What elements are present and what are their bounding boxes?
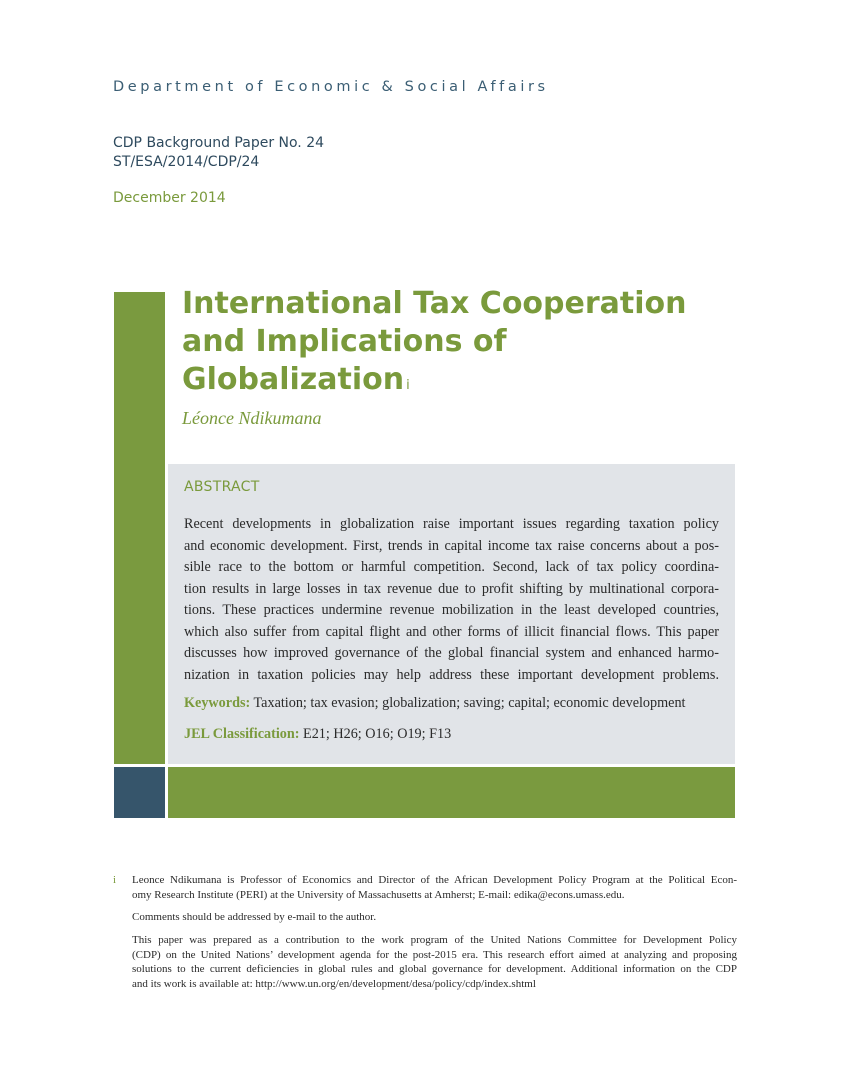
footnote-line: Comments should be addressed by e-mail to the author. [132, 911, 377, 923]
department-name: Department of Economic & Social Affairs [113, 79, 549, 95]
title-line-1: International Tax Cooperation [182, 286, 687, 321]
footnote-comments [132, 910, 737, 925]
paper-number: CDP Background Paper No. 24 [113, 135, 325, 151]
paper-identifiers [113, 134, 324, 172]
author-name: Léonce Ndikumana [182, 408, 322, 428]
abstract-heading: ABSTRACT [184, 479, 260, 495]
abstract-line: tions. These practices undermine revenue mobilization in the least developed countries, [184, 602, 719, 618]
footnote-url-line[interactable]: and its work is available at: http://www.un.org/en/development/desa/policy/cdp/index.shtml [132, 977, 536, 990]
keywords-label: Keywords: [184, 695, 251, 711]
paper-title [182, 285, 742, 399]
footnote-author-bio [132, 873, 737, 902]
abstract-line: Recent developments in globalization raise important issues regarding taxation policy [184, 516, 719, 532]
keywords [184, 695, 719, 712]
title-line-2 [182, 323, 742, 399]
abstract-line: sible race to the bottom or harmful competition. Second, lack of tax policy coordina- [184, 559, 719, 575]
footnote-line: solutions to the current deficiencies in global rules and global governance for development. Additional information on the CDP [132, 963, 737, 975]
footnote-paper-info [132, 933, 737, 991]
footnote-line: (CDP) on the United Nations’ development agenda for the post-2015 era. This research effort aimed at analyzing and proposing [132, 948, 737, 961]
corner-block [114, 767, 165, 818]
abstract-line: tion results in large losses in tax revenue due to profit shifting by multinational corpora- [184, 580, 719, 597]
publication-date: December 2014 [113, 190, 226, 206]
abstract-line: discusses how improved governance of the global financial system and enhanced harmo- [184, 645, 719, 661]
keywords-value: Taxation; tax evasion; globalization; saving; capital; economic development [253, 695, 686, 711]
jel-value: E21; H26; O16; O19; F13 [303, 726, 452, 742]
footnote-line: This paper was prepared as a contribution to the work program of the United Nations Committee for Development Policy [132, 934, 737, 946]
title-footnote-marker[interactable]: i [406, 378, 410, 393]
abstract-line: and economic development. First, trends in capital income tax raise concerns about a pos- [184, 537, 719, 554]
abstract-text [184, 514, 719, 686]
footnote-line: Leonce Ndikumana is Professor of Economics and Director of the African Development Policy Program at the Political Econ- [132, 874, 737, 886]
footnote-line: omy Research Institute (PERI) at the University of Massachusetts at Amherst; E-mail: edika@econs.umass.edu. [132, 888, 625, 901]
abstract-line: nization in taxation policies may help address these important development problems. [184, 666, 719, 683]
footnote-marker: i [113, 874, 117, 886]
jel-classification [184, 726, 719, 743]
left-accent-bar [114, 292, 165, 764]
document-symbol: ST/ESA/2014/CDP/24 [113, 154, 260, 170]
bottom-accent-bar [168, 767, 735, 818]
abstract-line: which also suffer from capital flight and other forms of illicit financial flows. This paper [184, 623, 719, 640]
title-line-2-text: and Implications of Globalization [182, 324, 507, 397]
jel-label: JEL Classification: [184, 726, 300, 742]
